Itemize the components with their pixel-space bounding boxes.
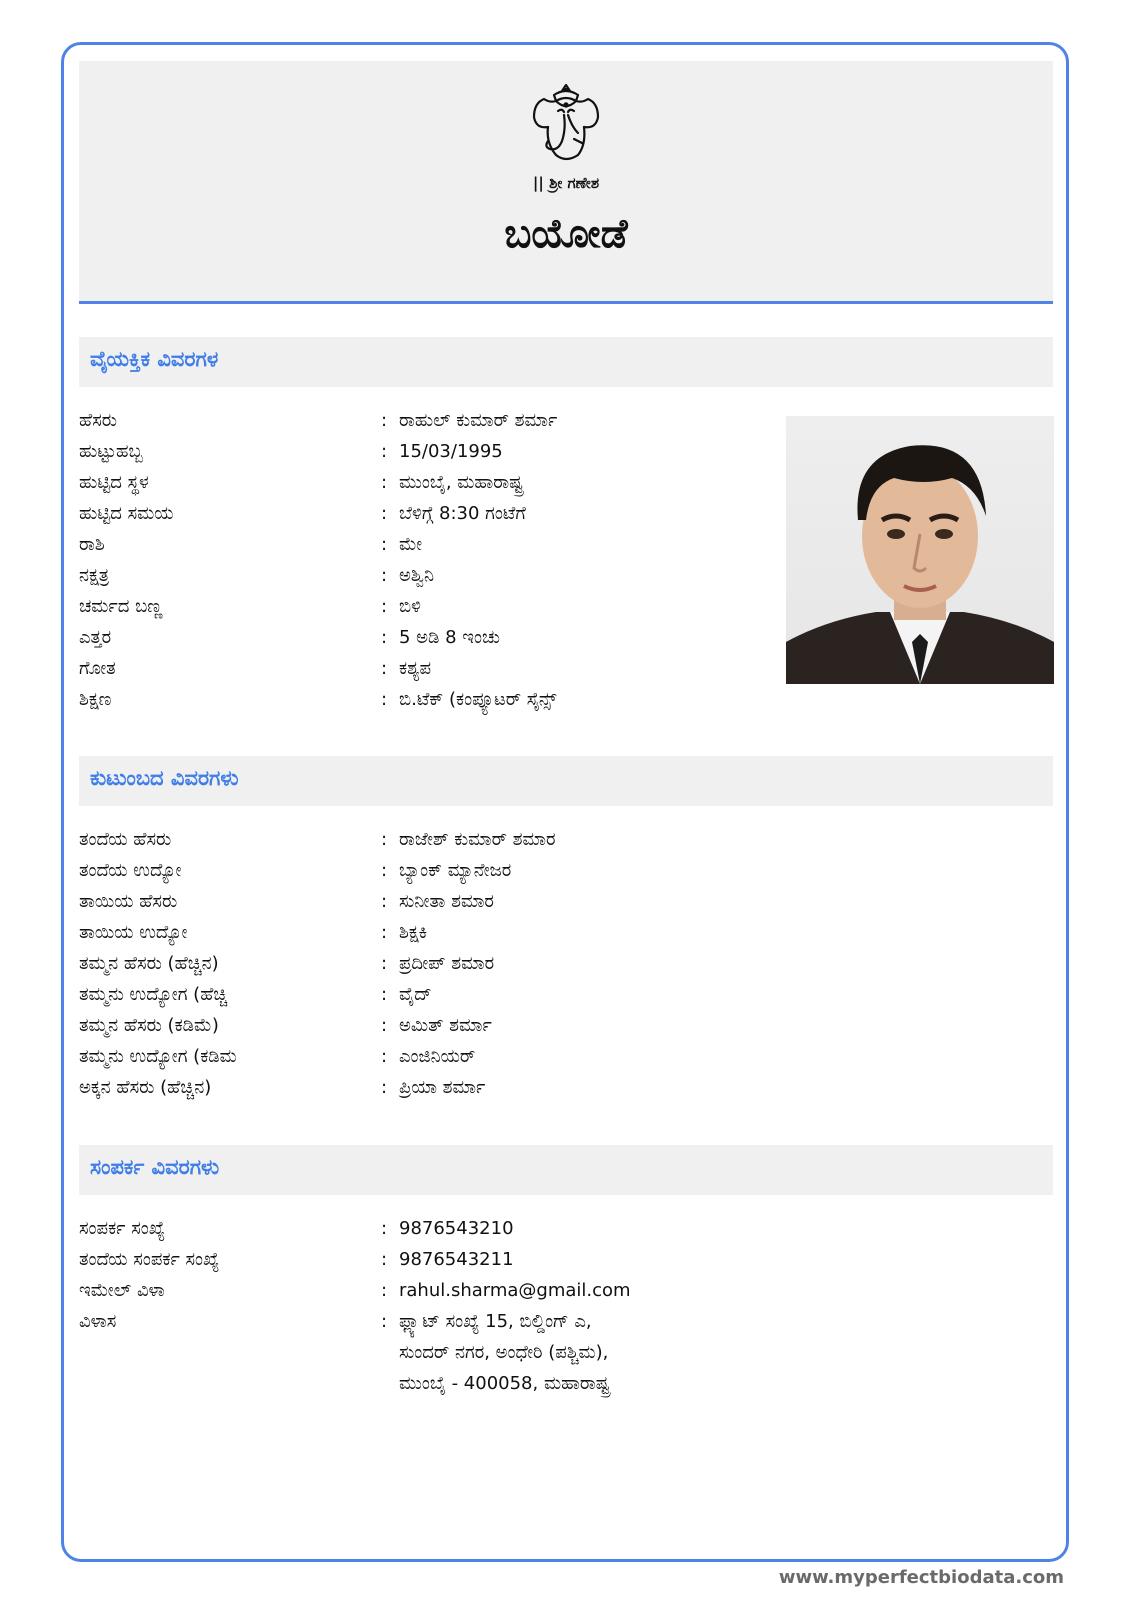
detail-value: 15/03/1995 bbox=[399, 441, 503, 462]
detail-row bbox=[79, 687, 779, 718]
detail-row bbox=[79, 594, 779, 625]
section-title: ವೈಯಕ್ತಿಕ ವಿವರಗಳ bbox=[90, 347, 219, 371]
detail-row bbox=[79, 1013, 779, 1044]
family-details-list bbox=[79, 827, 779, 1106]
separator: : bbox=[381, 441, 388, 462]
profile-photo bbox=[786, 416, 1054, 684]
detail-value: ರಾಜೇಶ್ ಕುಮಾರ್ ಶಮಾರ bbox=[399, 829, 556, 850]
detail-row bbox=[79, 1278, 779, 1309]
detail-row bbox=[79, 501, 779, 532]
separator: : bbox=[381, 472, 388, 493]
detail-row bbox=[79, 920, 779, 951]
detail-value: ಎಂಜಿನಿಯರ್ bbox=[399, 1046, 476, 1067]
detail-row bbox=[79, 563, 779, 594]
detail-label: ತಾಯಿಯ ಹೆಸರು bbox=[79, 891, 178, 912]
address-value bbox=[399, 1306, 610, 1399]
detail-label: ಚರ್ಮದ ಬಣ್ಣ bbox=[79, 596, 163, 617]
detail-row bbox=[79, 1075, 779, 1106]
footer-website: www.myperfectbiodata.com bbox=[778, 1567, 1064, 1588]
separator: : bbox=[381, 891, 388, 912]
detail-value: ಬಿ.ಟೆಕ್ (ಕಂಪ್ಯೂಟರ್ ಸೈನ್ಸ್ bbox=[399, 689, 557, 710]
separator: : bbox=[381, 596, 388, 617]
invocation-text: || ಶ್ರೀ ಗಣೇಶ bbox=[532, 174, 600, 192]
separator: : bbox=[381, 1077, 388, 1098]
detail-value: 5 ಅಡಿ 8 ಇಂಚು bbox=[399, 627, 500, 648]
family-details-heading bbox=[79, 756, 1053, 806]
contact-details-list bbox=[79, 1216, 779, 1402]
detail-row bbox=[79, 982, 779, 1013]
detail-row bbox=[79, 889, 779, 920]
detail-value: ಬ್ಯಾಂಕ್ ಮ್ಯಾನೇಜರ bbox=[399, 860, 512, 881]
personal-details-list bbox=[79, 408, 779, 718]
detail-label: ರಾಶಿ bbox=[79, 534, 105, 555]
contact-details-heading bbox=[79, 1145, 1053, 1195]
detail-value: 9876543210 bbox=[399, 1218, 514, 1239]
detail-label: ಸಂಪರ್ಕ ಸಂಖ್ಯೆ bbox=[79, 1218, 166, 1239]
detail-row bbox=[79, 408, 779, 439]
page-title: ಬಯೋಡೆ bbox=[504, 211, 628, 257]
detail-row bbox=[79, 470, 779, 501]
detail-label: ತಂದೆಯ ಸಂಪರ್ಕ ಸಂಖ್ಯೆ bbox=[79, 1249, 220, 1270]
detail-row bbox=[79, 625, 779, 656]
detail-value: ಬೆಳಿಗ್ಗೆ 8:30 ಗಂಟೆಗೆ bbox=[399, 503, 526, 524]
separator: : bbox=[381, 984, 388, 1005]
ganesha-icon bbox=[526, 81, 606, 165]
detail-label: ಅಕ್ಕನ ಹೆಸರು (ಹೆಚ್ಚಿನ) bbox=[79, 1077, 212, 1098]
detail-label: ತಮ್ಮನ ಹೆಸರು (ಹೆಚ್ಚಿನ) bbox=[79, 953, 219, 974]
detail-label: ಹುಟ್ಟುಹಬ್ಬ bbox=[79, 441, 143, 462]
detail-label: ನಕ್ಷತ್ರ bbox=[79, 565, 110, 586]
biodata-header bbox=[79, 61, 1053, 304]
separator: : bbox=[381, 627, 388, 648]
detail-value: 9876543211 bbox=[399, 1249, 514, 1270]
detail-label: ತಂದೆಯ ಹೆಸರು bbox=[79, 829, 172, 850]
detail-label: ಶಿಕ್ಷಣ bbox=[79, 689, 112, 710]
separator: : bbox=[381, 1249, 388, 1270]
detail-row bbox=[79, 1247, 779, 1278]
separator: : bbox=[381, 953, 388, 974]
detail-value: ಪ್ರಿಯಾ ಶರ್ಮಾ bbox=[399, 1077, 486, 1098]
address-line: ಮುಂಬೈ - 400058, ಮಹಾರಾಷ್ಟ್ರ bbox=[399, 1373, 610, 1394]
detail-label: ಹುಟ್ಟಿದ ಸ್ಥಳ bbox=[79, 472, 149, 493]
detail-label: ವಿಳಾಸ bbox=[79, 1311, 117, 1332]
separator: : bbox=[381, 860, 388, 881]
detail-row bbox=[79, 858, 779, 889]
separator: : bbox=[381, 922, 388, 943]
separator: : bbox=[381, 1015, 388, 1036]
detail-label: ಗೋತ bbox=[79, 658, 116, 679]
detail-label: ಹುಟ್ಟಿದ ಸಮಯ bbox=[79, 503, 174, 524]
detail-value: ಬಿಳಿ bbox=[399, 596, 421, 617]
separator: : bbox=[381, 1046, 388, 1067]
detail-value: ವೈದ್ bbox=[399, 984, 432, 1005]
email-value: rahul.sharma@gmail.com bbox=[399, 1280, 631, 1301]
separator: : bbox=[381, 658, 388, 679]
separator: : bbox=[381, 1280, 388, 1301]
detail-row bbox=[79, 656, 779, 687]
detail-row bbox=[79, 439, 779, 470]
detail-value: ಅಮಿತ್ ಶರ್ಮಾ bbox=[399, 1015, 492, 1036]
detail-row bbox=[79, 827, 779, 858]
detail-value: ಸುನೀತಾ ಶಮಾರ bbox=[399, 891, 494, 912]
separator: : bbox=[381, 503, 388, 524]
detail-label: ತಮ್ಮನ ಹೆಸರು (ಕಡಿಮೆ) bbox=[79, 1015, 219, 1036]
detail-value: ಅಶ್ವಿನಿ bbox=[399, 565, 434, 586]
section-title: ಸಂಪರ್ಕ ವಿವರಗಳು bbox=[90, 1155, 220, 1179]
detail-row bbox=[79, 1216, 779, 1247]
detail-label: ಎತ್ತರ bbox=[79, 627, 112, 648]
separator: : bbox=[381, 689, 388, 710]
section-title: ಕುಟುಂಬದ ವಿವರಗಳು bbox=[90, 766, 239, 790]
detail-label: ಇಮೇಲ್ ವಿಳಾ bbox=[79, 1280, 165, 1301]
detail-value: ರಾಹುಲ್ ಕುಮಾರ್ ಶರ್ಮಾ bbox=[399, 410, 558, 431]
address-line: ಸುಂದರ್ ನಗರ, ಅಂಧೇರಿ (ಪಶ್ಚಿಮ), bbox=[399, 1342, 609, 1363]
separator: : bbox=[381, 1311, 388, 1332]
address-row bbox=[79, 1309, 779, 1402]
detail-row bbox=[79, 951, 779, 982]
personal-details-heading bbox=[79, 337, 1053, 387]
detail-label: ತಮ್ಮನು ಉದ್ಯೋಗ (ಕಡಿಮ bbox=[79, 1046, 237, 1067]
portrait-icon bbox=[786, 416, 1054, 684]
detail-row bbox=[79, 532, 779, 563]
detail-label: ತಾಯಿಯ ಉದ್ಯೋ bbox=[79, 922, 188, 943]
separator: : bbox=[381, 410, 388, 431]
separator: : bbox=[381, 534, 388, 555]
detail-label: ತಮ್ಮನು ಉದ್ಯೋಗ (ಹೆಚ್ಚಿ bbox=[79, 984, 228, 1005]
detail-value: ಕಶ್ಯಪ bbox=[399, 658, 431, 679]
detail-label: ತಂದೆಯ ಉದ್ಯೋ bbox=[79, 860, 182, 881]
detail-row bbox=[79, 1044, 779, 1075]
address-line: ಫ್ಲ್ಯಾಟ್ ಸಂಖ್ಯೆ 15, ಬಿಲ್ಡಿಂಗ್ ಎ, bbox=[399, 1311, 592, 1332]
separator: : bbox=[381, 1218, 388, 1239]
detail-value: ಮುಂಬೈ, ಮಹಾರಾಷ್ಟ್ರ bbox=[399, 472, 524, 493]
detail-value: ಶಿಕ್ಷಕಿ bbox=[399, 922, 428, 943]
detail-value: ಮೇ bbox=[399, 534, 423, 555]
separator: : bbox=[381, 565, 388, 586]
detail-label: ಹೆಸರು bbox=[79, 410, 117, 431]
separator: : bbox=[381, 829, 388, 850]
detail-value: ಪ್ರದೀಪ್ ಶಮಾರ bbox=[399, 953, 495, 974]
